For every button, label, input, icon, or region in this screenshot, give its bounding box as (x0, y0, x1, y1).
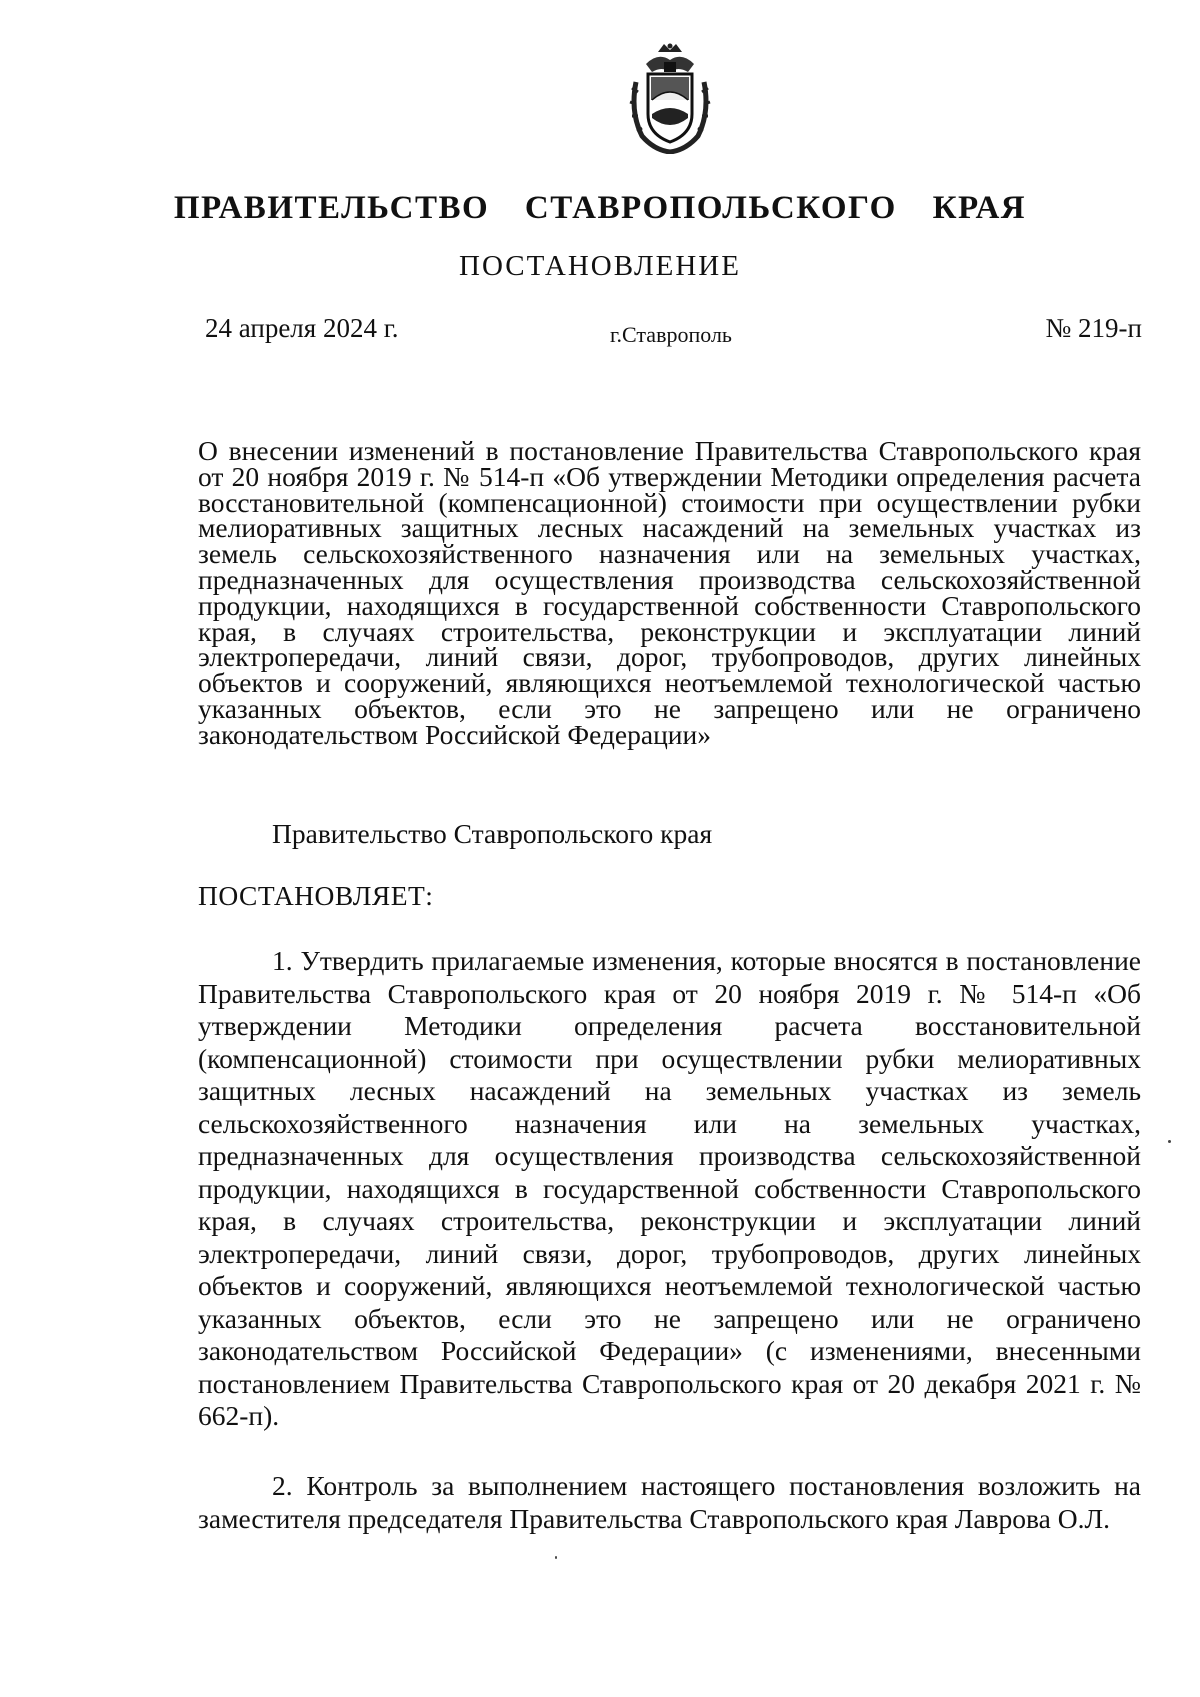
scan-speck (555, 1556, 557, 1559)
document-type: ПОСТАНОВЛЕНИЕ (459, 250, 741, 282)
issuer-name: Правительство Ставропольского края (272, 818, 713, 849)
decrees-heading: ПОСТАНОВЛЯЕТ: (198, 880, 434, 911)
document-date: 24 апреля 2024 г. (205, 313, 399, 343)
organization-title: ПРАВИТЕЛЬСТВО СТАВРОПОЛЬСКОГО КРАЯ (173, 190, 1027, 226)
document-city: г.Ставрополь (610, 322, 732, 347)
paragraph-1: 1. Утвердить прилагаемые изменения, которые вносятся в постановление Правительства Ставропольского края от 20 ноября 2019 г. № 514-п «Об утверждении Методики определения расчета восстановительной (компенсационной) стоимости при осуществлении рубки мелиоративных защитных лесных насаждений на земельных участках из земель сельскохозяйственного назначения или на земельных участках, предназначенных для осуществления производства сельскохозяйственной продукции, находящихся в государственной собственности Ставропольского края, в случаях строительства, реконструкции и эксплуатации линий электропередачи, линий связи, дорог, трубопроводов, других линейных объектов и сооружений, являющихся неотъемлемой технологической частью указанных объектов, если это не запрещено или не ограничено законодательством Российской Федерации» (с изменениями, внесенными постановлением Правительства Ставропольского края от 20 декабря 2021 г. № 662-п). (198, 945, 1141, 1431)
document-subject: О внесении изменений в постановление Правительства Ставропольского края от 20 ноября 2019 г. № 514-п «Об утверждении Методики определения расчета восстановительной (компенсационной) стоимости при осуществлении рубки мелиоративных защитных лесных насаждений на земельных участках из земель сельскохозяйственного назначения или на земельных участках, предназначенных для осуществления производства сельскохозяйственной продукции, находящихся в государственной собственности Ставропольского края, в случаях строительства, реконструкции и эксплуатации линий электропередачи, линий связи, дорог, трубопроводов, других линейных объектов и сооружений, являющихся неотъемлемой технологической частью указанных объектов, если это не запрещено или не ограничено законодательством Российской Федерации» (198, 435, 1141, 750)
document-number: № 219-п (1045, 313, 1142, 343)
paragraph-2: 2. Контроль за выполнением настоящего постановления возложить на заместителя председателя Правительства Ставропольского края Лаврова О.Л. (198, 1470, 1141, 1534)
stavropol-coat-of-arms-icon (628, 42, 712, 154)
scan-speck (1168, 1140, 1171, 1143)
